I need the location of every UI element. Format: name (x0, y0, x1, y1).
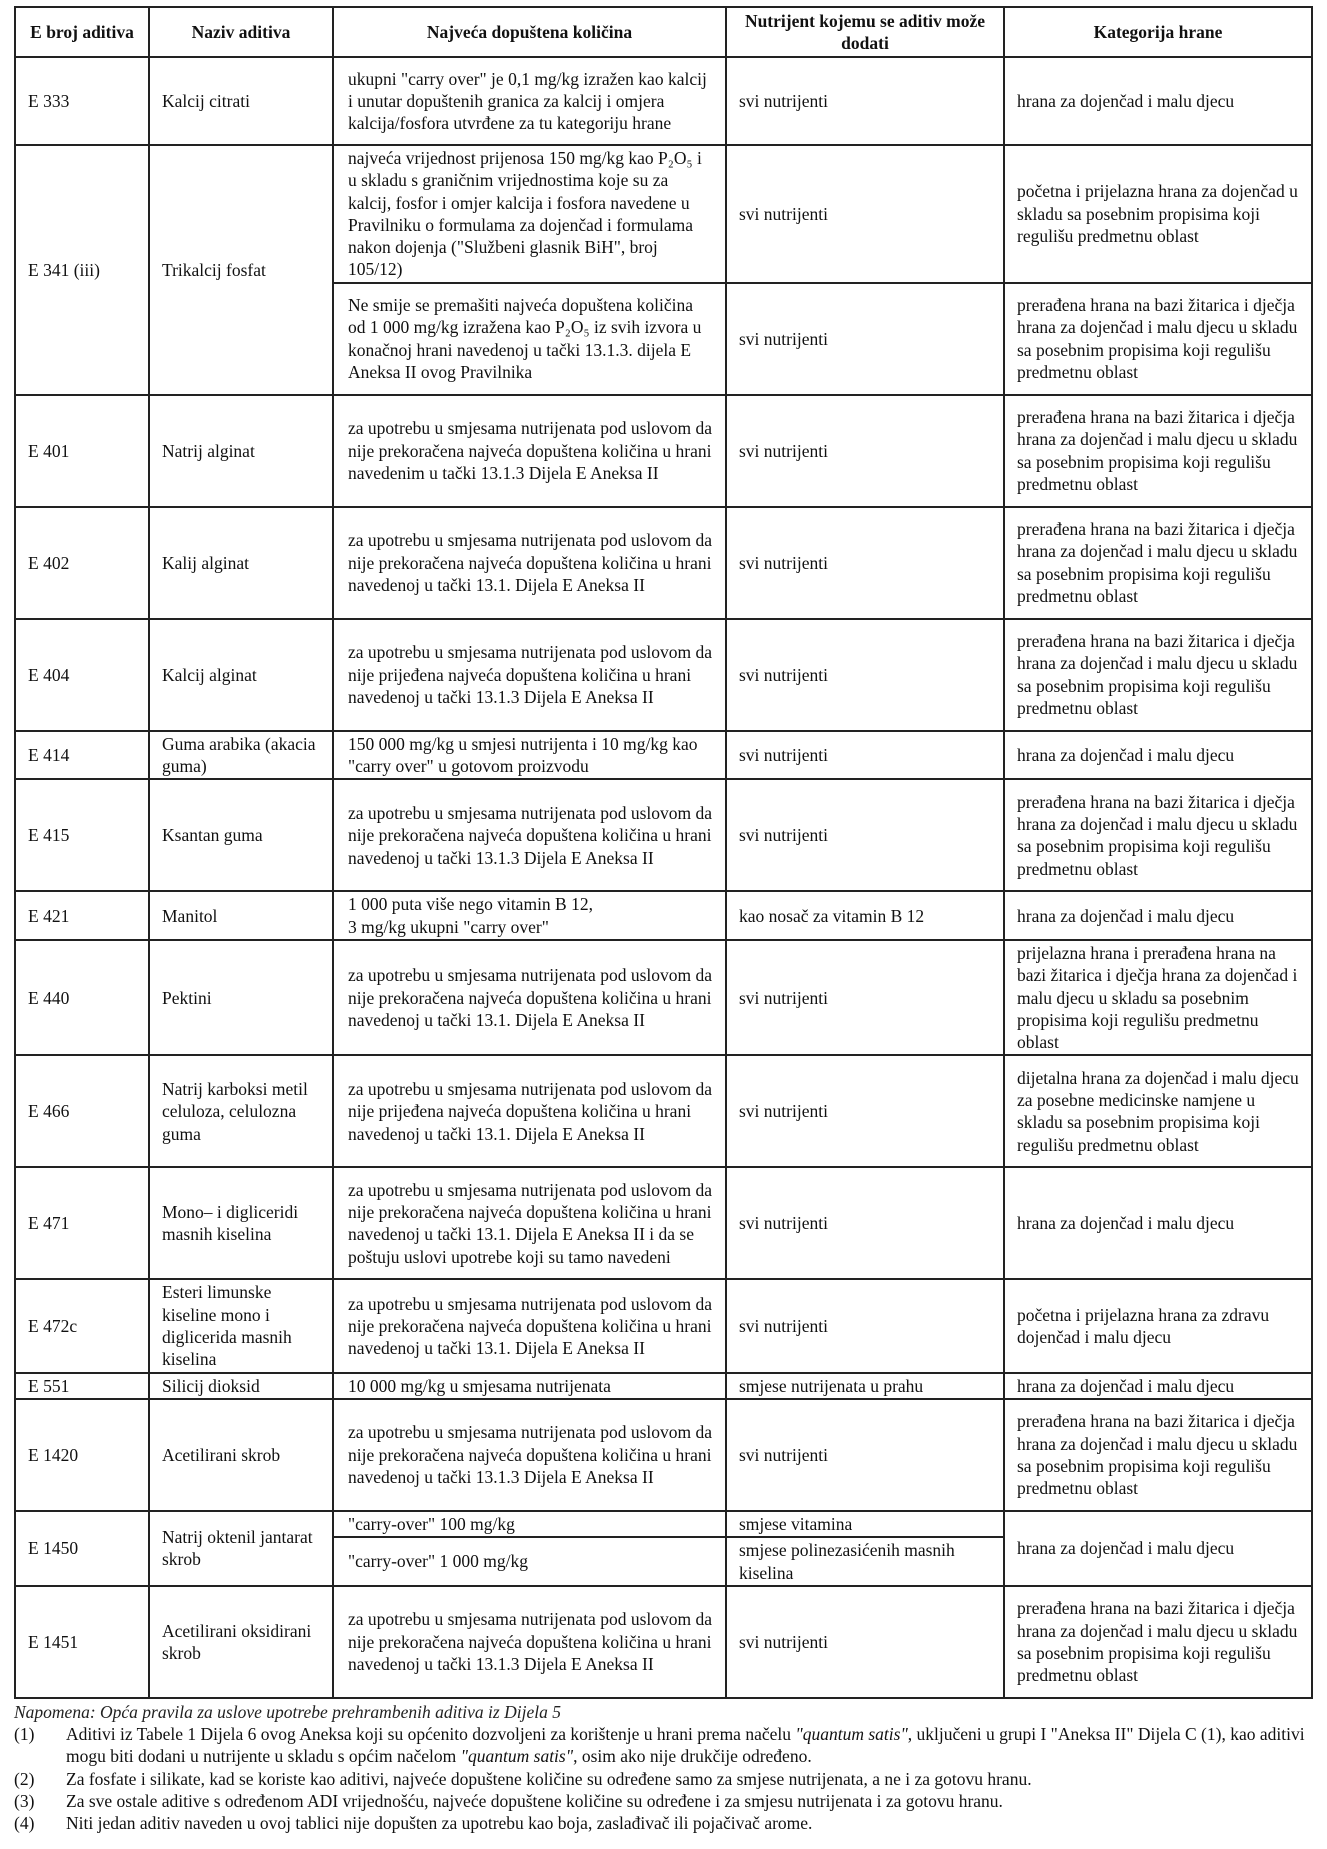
food-category: dijetalna hrana za dojenčad i malu djecu za posebne medicinske namjene u skladu sa posebnim propisima koji regulišu predmetnu oblast (1004, 1055, 1312, 1167)
nutrient: svi nutrijenti (726, 283, 1004, 395)
nutrient: svi nutrijenti (726, 1055, 1004, 1167)
max-quantity: "carry-over" 100 mg/kg (333, 1511, 726, 1537)
additive-name: Esteri limunske kiseline mono i diglicerida masnih kiselina (149, 1279, 333, 1372)
nutrient: svi nutrijenti (726, 779, 1004, 891)
additive-name: Natrij karboksi metil celuloza, celulozna guma (149, 1055, 333, 1167)
max-quantity: za upotrebu u smjesama nutrijenata pod uslovom da nije prekoračena najveća dopuštena količina u hrani navedenoj u tački 13.1.3 Dijela E Aneksa II (333, 1586, 726, 1698)
e-number: E 341 (iii) (15, 145, 149, 395)
food-category: prerađena hrana na bazi žitarica i dječja hrana za dojenčad i malu djecu u skladu sa posebnim propisima koji regulišu predmetnu oblast (1004, 619, 1312, 731)
max-quantity: za upotrebu u smjesama nutrijenata pod uslovom da nije prekoračena najveća dopuštena količina u hrani navedenoj u tački 13.1. Dijela E Aneksa II (333, 507, 726, 619)
nutrient: svi nutrijenti (726, 145, 1004, 283)
nutrient: svi nutrijenti (726, 940, 1004, 1055)
table-row (15, 940, 1312, 1055)
nutrient: svi nutrijenti (726, 619, 1004, 731)
e-number: E 402 (15, 507, 149, 619)
max-quantity: najveća vrijednost prijenosa 150 mg/kg kao P₂O₅ i u skladu s graničnim vrijednostima koje su za kalcij, fosfor i omjer kalcija i fosfora navedene u Pravilniku o formulama za dojenčad i formulama nakon dojenja ("Službeni glasnik BiH", broj 105/12) (333, 145, 726, 283)
additive-name: Trikalcij fosfat (149, 145, 333, 395)
additive-name: Acetilirani skrob (149, 1399, 333, 1511)
food-category: prerađena hrana na bazi žitarica i dječja hrana za dojenčad i malu djecu u skladu sa posebnim propisima koji regulišu predmetnu oblast (1004, 395, 1312, 507)
nutrient: smjese nutrijenata u prahu (726, 1373, 1004, 1399)
max-quantity: za upotrebu u smjesama nutrijenata pod uslovom da nije prekoračena najveća dopuštena količina u hrani navedenim u tački 13.1.3 Dijela E Aneksa II (333, 395, 726, 507)
food-category: prerađena hrana na bazi žitarica i dječja hrana za dojenčad i malu djecu u skladu sa posebnim propisima koji regulišu predmetnu oblast (1004, 779, 1312, 891)
table-row (15, 145, 1312, 283)
food-category: prerađena hrana na bazi žitarica i dječja hrana za dojenčad i malu djecu u skladu sa posebnim propisima koji regulišu predmetnu oblast (1004, 507, 1312, 619)
additive-name: Silicij dioksid (149, 1373, 333, 1399)
food-category: prerađena hrana na bazi žitarica i dječja hrana za dojenčad i malu djecu u skladu sa posebnim propisima koji regulišu predmetnu oblast (1004, 1586, 1312, 1698)
food-category: hrana za dojenčad i malu djecu (1004, 1511, 1312, 1586)
e-number: E 404 (15, 619, 149, 731)
header-food-category: Kategorija hrane (1004, 7, 1312, 57)
nutrient: svi nutrijenti (726, 731, 1004, 780)
note-text: Za fosfate i silikate, kad se koriste kao aditivi, najveće dopuštene količine su određene samo za smjese nutrijenata, a ne i za gotovu hranu. (66, 1768, 1032, 1789)
table-row (15, 1373, 1312, 1399)
nutrient: smjese vitamina (726, 1511, 1004, 1537)
table-row (15, 731, 1312, 780)
note-number: (4) (14, 1813, 35, 1834)
e-number: E 333 (15, 57, 149, 145)
e-number: E 415 (15, 779, 149, 891)
additives-table (14, 6, 1313, 1699)
max-quantity: za upotrebu u smjesama nutrijenata pod uslovom da nije prekoračena najveća dopuštena količina u hrani navedenoj u tački 13.1.3 Dijela E Aneksa II (333, 1399, 726, 1511)
table-row (15, 1511, 1312, 1537)
additive-name: Kalij alginat (149, 507, 333, 619)
e-number: E 472c (15, 1279, 149, 1372)
table-row (15, 1586, 1312, 1698)
note-item (14, 1812, 1311, 1834)
table-row (15, 891, 1312, 940)
e-number: E 466 (15, 1055, 149, 1167)
table-row (15, 779, 1312, 891)
e-number: E 471 (15, 1167, 149, 1279)
food-category: prijelazna hrana i prerađena hrana na bazi žitarica i dječja hrana za dojenčad i malu djecu u skladu sa posebnim propisima koji regulišu predmetnu oblast (1004, 940, 1312, 1055)
max-quantity: za upotrebu u smjesama nutrijenata pod uslovom da nije prijeđena najveća dopuštena količina u hrani navedenoj u tački 13.1. Dijela E Aneksa II (333, 1055, 726, 1167)
additive-name: Pektini (149, 940, 333, 1055)
nutrient: svi nutrijenti (726, 395, 1004, 507)
food-category: prerađena hrana na bazi žitarica i dječja hrana za dojenčad i malu djecu u skladu sa posebnim propisima koji regulišu predmetnu oblast (1004, 283, 1312, 395)
max-quantity: "carry-over" 1 000 mg/kg (333, 1537, 726, 1586)
table-row (15, 1399, 1312, 1511)
nutrient: svi nutrijenti (726, 1586, 1004, 1698)
e-number: E 1420 (15, 1399, 149, 1511)
additive-name: Kalcij citrati (149, 57, 333, 145)
food-category: hrana za dojenčad i malu djecu (1004, 1373, 1312, 1399)
nutrient: svi nutrijenti (726, 1399, 1004, 1511)
table-row (15, 1055, 1312, 1167)
max-quantity: 1 000 puta više nego vitamin B 12, 3 mg/kg ukupni "carry over" (333, 891, 726, 940)
note-text: Za sve ostale aditive s određenom ADI vrijednošću, najveće dopuštene količine su određene i za smjesu nutrijenata i za gotovu hranu. (66, 1791, 1003, 1812)
max-quantity: za upotrebu u smjesama nutrijenata pod uslovom da nije prekoračena najveća dopuštena količina u hrani navedenoj u tački 13.1. Dijela E Aneksa II i da se poštuju uslovi upotrebe koji su tamo navedeni (333, 1167, 726, 1279)
max-quantity: za upotrebu u smjesama nutrijenata pod uslovom da nije prekoračena najveća dopuštena količina u hrani navedenoj u tački 13.1. Dijela E Aneksa II (333, 1279, 726, 1372)
nutrient: svi nutrijenti (726, 57, 1004, 145)
max-quantity: 150 000 mg/kg u smjesi nutrijenta i 10 mg/kg kao "carry over" u gotovom proizvodu (333, 731, 726, 780)
table-row (15, 57, 1312, 145)
nutrient: svi nutrijenti (726, 1279, 1004, 1372)
notes-section (14, 1701, 1311, 1835)
additive-name: Natrij oktenil jantarat skrob (149, 1511, 333, 1586)
note-text: Aditivi iz Tabele 1 Dijela 6 ovog Aneksa koji su općenito dozvoljeni za korištenje u hrani prema načelu "quantum satis", uključeni u grupi I "Aneksa II" Dijela C (1), kao aditivi mogu biti dodani u nutrijente u skladu s općim načelom "quantum satis", osim ako nije drukčije određeno. (66, 1724, 1305, 1767)
notes-title: Napomena: Opća pravila za uslove upotrebe prehrambenih aditiva iz Dijela 5 (14, 1701, 561, 1722)
food-category: prerađena hrana na bazi žitarica i dječja hrana za dojenčad i malu djecu u skladu sa posebnim propisima koji regulišu predmetnu oblast (1004, 1399, 1312, 1511)
note-number: (3) (14, 1791, 35, 1812)
nutrient: svi nutrijenti (726, 507, 1004, 619)
nutrient: kao nosač za vitamin B 12 (726, 891, 1004, 940)
note-number: (2) (14, 1768, 35, 1789)
additive-name: Manitol (149, 891, 333, 940)
note-number: (1) (14, 1724, 35, 1745)
note-item (14, 1768, 1311, 1790)
table-row (15, 1279, 1312, 1372)
e-number: E 440 (15, 940, 149, 1055)
max-quantity: 10 000 mg/kg u smjesama nutrijenata (333, 1373, 726, 1399)
max-quantity: za upotrebu u smjesama nutrijenata pod uslovom da nije prekoračena najveća dopuštena količina u hrani navedenoj u tački 13.1.3 Dijela E Aneksa II (333, 779, 726, 891)
food-category: hrana za dojenčad i malu djecu (1004, 1167, 1312, 1279)
table-header-row (15, 7, 1312, 57)
additive-name: Mono– i digliceridi masnih kiselina (149, 1167, 333, 1279)
e-number: E 1450 (15, 1511, 149, 1586)
e-number: E 414 (15, 731, 149, 780)
note-text: Niti jedan aditiv naveden u ovoj tablici nije dopušten za upotrebu kao boja, zaslađivač ili pojačivač arome. (66, 1813, 813, 1834)
food-category: početna i prijelazna hrana za dojenčad u skladu sa posebnim propisima koji regulišu predmetnu oblast (1004, 145, 1312, 283)
food-category: hrana za dojenčad i malu djecu (1004, 891, 1312, 940)
header-e-number: E broj aditiva (15, 7, 149, 57)
food-category: hrana za dojenčad i malu djecu (1004, 731, 1312, 780)
nutrient: svi nutrijenti (726, 1167, 1004, 1279)
header-additive-name: Naziv aditiva (149, 7, 333, 57)
food-category: hrana za dojenčad i malu djecu (1004, 57, 1312, 145)
e-number: E 1451 (15, 1586, 149, 1698)
table-row (15, 395, 1312, 507)
header-max-quantity: Najveća dopuštena količina (333, 7, 726, 57)
max-quantity: za upotrebu u smjesama nutrijenata pod uslovom da nije prekoračena najveća dopuštena količina u hrani navedenoj u tački 13.1. Dijela E Aneksa II (333, 940, 726, 1055)
nutrient: smjese polinezasićenih masnih kiselina (726, 1537, 1004, 1586)
additive-name: Natrij alginat (149, 395, 333, 507)
max-quantity: ukupni "carry over" je 0,1 mg/kg izražen kao kalcij i unutar dopuštenih granica za kalcij i omjera kalcija/fosfora utvrđene za tu kategoriju hrane (333, 57, 726, 145)
e-number: E 551 (15, 1373, 149, 1399)
additive-name: Kalcij alginat (149, 619, 333, 731)
document-page (14, 6, 1311, 1835)
table-row (15, 507, 1312, 619)
note-item (14, 1790, 1311, 1812)
additive-name: Acetilirani oksidirani skrob (149, 1586, 333, 1698)
max-quantity: za upotrebu u smjesama nutrijenata pod uslovom da nije prijeđena najveća dopuštena količina u hrani navedenoj u tački 13.1.3 Dijela E Aneksa II (333, 619, 726, 731)
additive-name: Ksantan guma (149, 779, 333, 891)
e-number: E 401 (15, 395, 149, 507)
food-category: početna i prijelazna hrana za zdravu dojenčad i malu djecu (1004, 1279, 1312, 1372)
table-row (15, 1167, 1312, 1279)
note-item (14, 1723, 1311, 1768)
table-row (15, 619, 1312, 731)
e-number: E 421 (15, 891, 149, 940)
max-quantity: Ne smije se premašiti najveća dopuštena količina od 1 000 mg/kg izražena kao P₂O₅ iz svih izvora u konačnoj hrani navedenoj u tački 13.1.3. dijela E Aneksa II ovog Pravilnika (333, 283, 726, 395)
additive-name: Guma arabika (akacia guma) (149, 731, 333, 780)
header-nutrient: Nutrijent kojemu se aditiv može dodati (726, 7, 1004, 57)
